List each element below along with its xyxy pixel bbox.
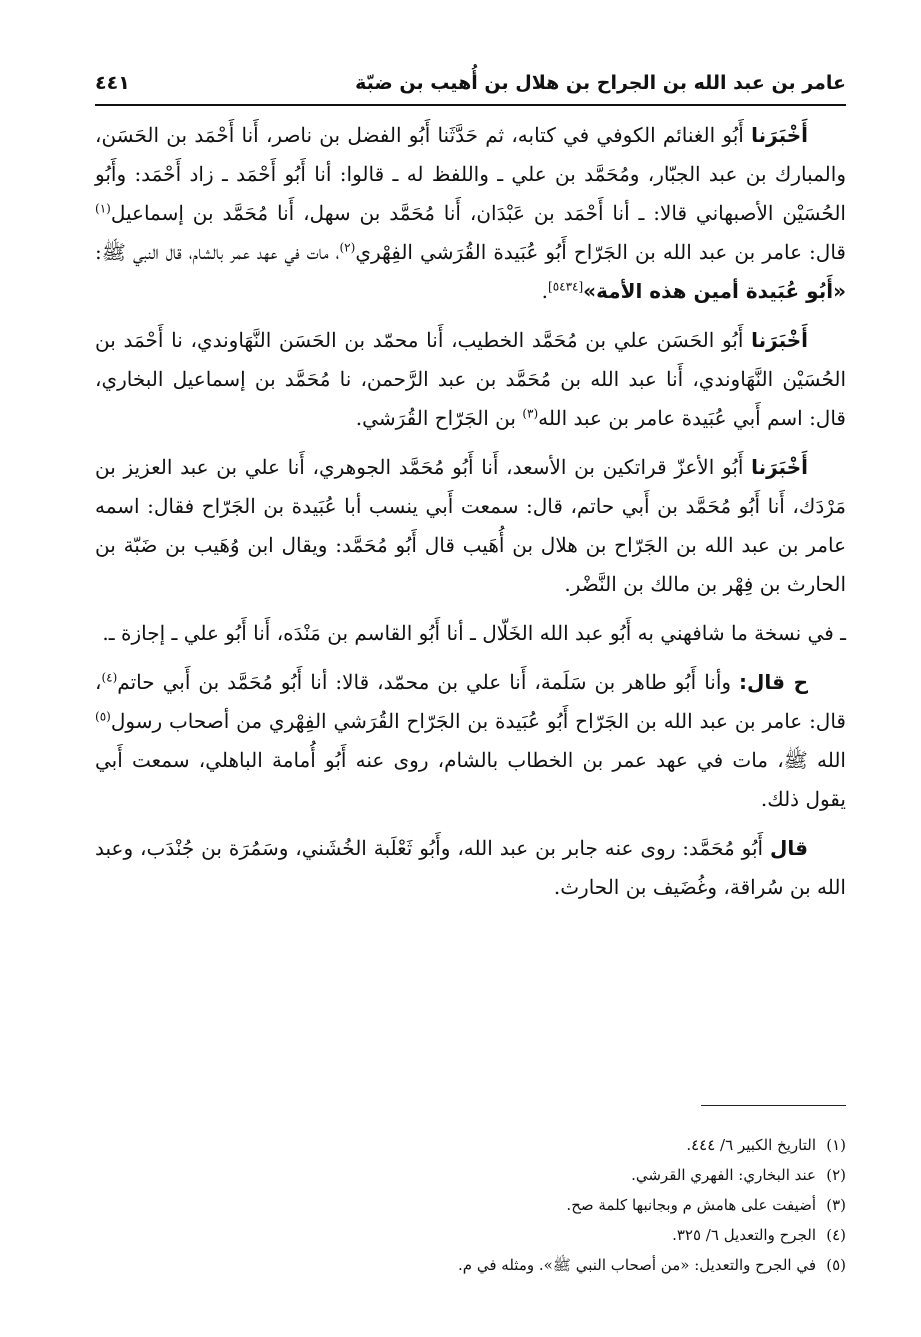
text-run: أَبُو الغنائم الكوفي في كتابه، ثم حَدَّثَنا أَبُو الفضل بن ناصر، أَنا أَحْمَد بن الحَسَن، والمبارك بن عبد الجبّار، ومُحَمَّد بن علي ـ واللفظ له ـ قالوا: أنا أَبُو أَحْمَد ـ زاد أَحْمَد: وأَبُو الحُسَيْن الأصبهاني قالا: ـ أنا أَحْمَد بن عَبْدَان، أَنا مُحَمَّد بن سهل، أَنا مُحَمَّد بن إسماعيل [95,123,846,225]
text-run: قال: عامر بن عبد الله بن الجَرّاح أَبُو عُبَيدة القُرَشي الفِهْري [355,240,846,264]
paragraph-lead-word: أَخْبَرَنا [751,328,809,352]
book-page [95,70,846,1297]
footnote-item [95,1130,846,1160]
text-run: وأنا أَبُو طاهر بن سَلَمة، أَنا علي بن محمّد، قالا: أنا أَبُو مُحَمَّد بن أَبي حاتم [117,670,732,694]
running-header [95,70,846,106]
paragraph [95,829,846,907]
paragraph [95,321,846,438]
text-run: ـ في نسخة ما شافهني به أَبُو عبد الله الخَلّال ـ أنا أَبُو القاسم بن مَنْدَه، أَنا أَبُو علي ـ إجازة ـ. [102,621,846,645]
footnote-reference: (٥) [95,709,111,724]
footnote-reference: [٥٤٣٤] [548,279,584,294]
footnote-reference: (٤) [101,670,118,685]
paragraph-lead-word: أَخْبَرَنا [751,123,809,147]
footnote-text: عند البخاري: الفهري القرشي. [631,1166,816,1184]
text-run: بن الجَرّاح القُرَشي. [355,406,523,430]
text-run: ، قال: عامر بن عبد الله بن الجَرّاح أَبُو عُبَيدة بن الجَرّاح القُرَشي الفِهْري من أصحاب رسول [95,670,846,733]
footnote-number: (١) [826,1136,846,1154]
text-run: أَبُو الحَسَن علي بن مُحَمَّد الخطيب، أَنا محمّد بن الحَسَن النَّهَاوندي، نا أَحْمَد بن الحُسَيْن النَّهَاوندي، أَنا عبد الله بن مُحَمَّد بن عبد الرَّحمن، نا مُحَمَّد بن إسماعيل البخاري، قال: اسم أَبي عُبَيدة عامر بن عبد الله [95,328,846,430]
paragraph [95,448,846,604]
page-number: ٤٤١ [95,72,130,94]
footnote-text: في الجرح والتعديل: «من أصحاب النبي ﷺ». ومثله في م. [458,1256,816,1274]
paragraph [95,614,846,653]
footnote-separator [701,1105,846,1106]
header-title: عامر بن عبد الله بن الجراح بن هلال بن أُهيب بن ضبّة [355,72,846,94]
text-run: أَبُو مُحَمَّد: روى عنه جابر بن عبد الله، وأَبُو ثَعْلَبة الخُشَني، وسَمُرَة بن جُنْدَب، وعبد الله بن سُراقة، وغُضَيف بن الحارث. [95,836,846,899]
footnote-number: (٢) [826,1166,846,1184]
footnote-item [95,1220,846,1250]
text-run: . [541,279,548,303]
paragraph-lead-word: ح قال: [739,670,808,694]
footnote-reference: (١) [95,201,111,216]
footnote-number: (٥) [826,1256,846,1274]
text-run: أَبُو الأعزّ قراتكين بن الأسعد، أَنا أَبُو مُحَمَّد الجوهري، أَنا علي بن عبد العزيز بن مَرْدَك، أَنا أَبُو مُحَمَّد بن أَبي حاتم، قال: سمعت أَبي ينسب أبا عُبَيدة بن الجَرّاح فقال: اسمه عامر بن عبد الله بن الجَرّاح بن هلال بن أُهَيب قال أَبُو مُحَمَّد: ويقال ابن وُهَيب بن ضَبّة بن الحارث بن فِهْر بن مالك بن النَّضْر. [95,455,846,596]
paragraph-lead-word: قال [770,836,809,860]
footnote-reference: (٣) [522,406,539,421]
paragraph-lead-word: أَخْبَرَنا [751,455,808,479]
footnote-text: الجرح والتعديل ٦/ ٣٢٥. [672,1226,816,1244]
footnote-item [95,1250,846,1280]
footnote-text: أضيفت على هامش م وبجانبها كلمة صح. [566,1196,816,1214]
footnote-text: التاريخ الكبير ٦/ ٤٤٤. [686,1136,816,1154]
hadith-quote: «أَبُو عُبَيدة أمين هذه الأمة» [583,279,846,303]
footnote-reference: (٢) [339,240,356,255]
paragraph [95,116,846,311]
footnote-number: (٣) [826,1196,846,1214]
footnotes [95,1130,846,1280]
footnote-item [95,1190,846,1220]
text-run: ، مات في عهد عمر بالشام، قال النبي ﷺ: [95,240,340,264]
footnote-item [95,1160,846,1190]
footnote-number: (٤) [826,1226,846,1244]
main-text [95,116,846,907]
text-run: الله ﷺ، مات في عهد عمر بن الخطاب بالشام، روى عنه أَبُو أُمامة الباهلي، سمعت أَبي يقول ذلك. [95,748,846,811]
paragraph [95,663,846,819]
